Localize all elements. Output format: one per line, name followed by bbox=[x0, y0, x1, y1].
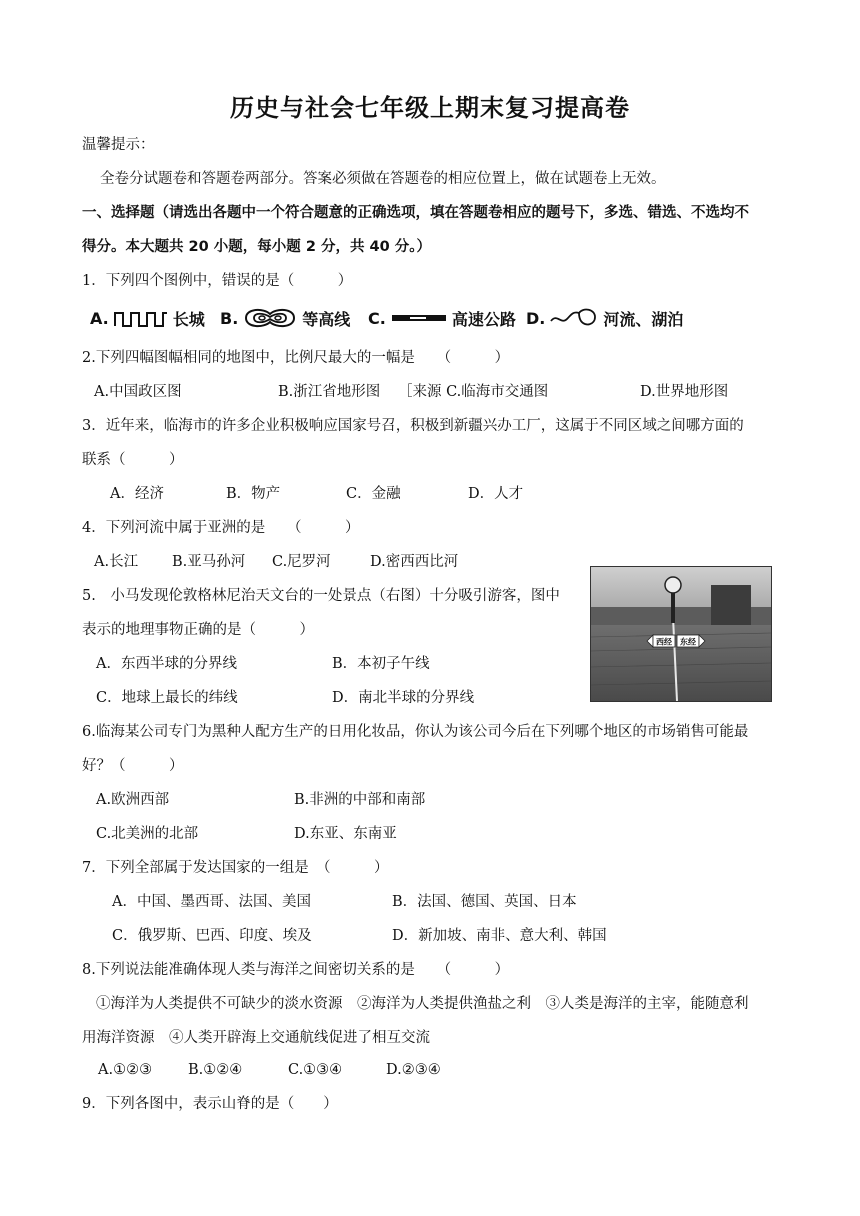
q6-option-a: A.欧洲西部 bbox=[96, 792, 170, 808]
q8-option-a: A.①②③ bbox=[98, 1062, 153, 1078]
q8-option-c: C.①③④ bbox=[288, 1062, 343, 1078]
west-longitude-label: 西经 bbox=[656, 637, 672, 647]
page-title: 历史与社会七年级上期末复习提高卷 bbox=[230, 94, 630, 122]
legend-label: 高速公路 bbox=[451, 309, 516, 329]
contour-symbol-icon bbox=[242, 306, 298, 330]
q3-stem-line2: 联系（ ） bbox=[82, 452, 184, 468]
notice-heading: 温馨提示： bbox=[82, 137, 155, 153]
notice-text: 全卷分试题卷和答题卷两部分。答案必须做在答题卷的相应位置上，做在试题卷上无效。 bbox=[100, 171, 666, 187]
q4-stem: 4．下列河流中属于亚洲的是 （ ） bbox=[82, 520, 360, 536]
option-letter: D. bbox=[526, 308, 546, 328]
q1-option-c bbox=[368, 304, 516, 332]
q3-option-a: A．经济 bbox=[110, 486, 164, 502]
q2-option-a: A.中国政区图 bbox=[94, 384, 182, 400]
q1-option-a bbox=[90, 304, 205, 332]
q4-option-b: B.亚马孙河 bbox=[172, 554, 246, 570]
q1-legend-row bbox=[90, 304, 710, 332]
q1-option-d bbox=[526, 304, 683, 332]
q7-option-b: B．法国、德国、英国、日本 bbox=[392, 894, 577, 910]
q8-stem: 8.下列说法能准确体现人类与海洋之间密切关系的是 （ ） bbox=[82, 962, 510, 978]
q5-option-b: B．本初子午线 bbox=[332, 656, 430, 672]
section1-instructions-line1: 一、选择题（请选出各题中一个符合题意的正确选项，填在答题卷相应的题号下，多选、错选、不选均不 bbox=[82, 205, 749, 221]
q2-option-b: B.浙江省地形图 bbox=[278, 384, 381, 400]
legend-label: 等高线 bbox=[302, 309, 351, 329]
q8-statements-line2: 用海洋资源 ④人类开辟海上交通航线促进了相互交流 bbox=[82, 1030, 430, 1046]
q7-option-d: D．新加坡、南非、意大利、韩国 bbox=[392, 928, 607, 944]
q5-stem-line2: 表示的地理事物正确的是（ ） bbox=[82, 622, 314, 638]
q4-option-c: C.尼罗河 bbox=[272, 554, 331, 570]
q9-stem: 9．下列各图中，表示山脊的是（ ） bbox=[82, 1096, 338, 1112]
q3-option-d: D．人才 bbox=[468, 486, 524, 502]
option-letter: C. bbox=[368, 308, 386, 328]
q6-option-d: D.东亚、东南亚 bbox=[294, 826, 397, 842]
q2-option-d: D.世界地形图 bbox=[640, 384, 729, 400]
q4-option-d: D.密西西比河 bbox=[370, 554, 459, 570]
greenwich-meridian-photo bbox=[590, 566, 772, 702]
q8-option-d: D.②③④ bbox=[386, 1062, 441, 1078]
east-longitude-label: 东经 bbox=[680, 637, 696, 647]
q6-stem-line1: 6.临海某公司专门为黑种人配方生产的日用化妆品，你认为该公司今后在下列哪个地区的市场销售可能最 bbox=[82, 724, 749, 740]
q4-option-a: A.长江 bbox=[94, 554, 139, 570]
q2-option-c: ［来源 C.临海市交通图 bbox=[398, 384, 549, 400]
q6-option-c: C.北美洲的北部 bbox=[96, 826, 199, 842]
q3-option-b: B．物产 bbox=[226, 486, 281, 502]
greenwich-photo-image bbox=[591, 567, 771, 701]
q5-option-d: D．南北半球的分界线 bbox=[332, 690, 475, 706]
option-letter: A. bbox=[90, 308, 109, 328]
q3-option-c: C．金融 bbox=[346, 486, 401, 502]
highway-symbol-icon bbox=[390, 308, 448, 328]
option-letter: B. bbox=[220, 308, 239, 328]
section1-instructions-line2: 得分。本大题共 20 小题，每小题 2 分，共 40 分。） bbox=[82, 239, 431, 255]
q1-option-b bbox=[220, 304, 350, 332]
q6-stem-line2: 好？（ ） bbox=[82, 758, 184, 774]
river-lake-symbol-icon bbox=[549, 305, 599, 331]
q8-option-b: B.①②④ bbox=[188, 1062, 243, 1078]
q7-option-a: A．中国、墨西哥、法国、美国 bbox=[112, 894, 311, 910]
q6-option-b: B.非洲的中部和南部 bbox=[294, 792, 426, 808]
legend-label: 长城 bbox=[172, 309, 205, 329]
great-wall-symbol-icon bbox=[113, 308, 169, 328]
q3-stem-line1: 3．近年来，临海市的许多企业积极响应国家号召，积极到新疆兴办工厂，这属于不同区域之间哪方面的 bbox=[82, 418, 744, 434]
legend-label: 河流、湖泊 bbox=[603, 309, 684, 329]
q7-stem: 7．下列全部属于发达国家的一组是 （ ） bbox=[82, 860, 389, 876]
q5-stem-line1: 5. 小马发现伦敦格林尼治天文台的一处景点（右图）十分吸引游客，图中 bbox=[82, 588, 560, 604]
q2-stem: 2.下列四幅图幅相同的地图中，比例尺最大的一幅是 （ ） bbox=[82, 350, 510, 366]
q7-option-c: C．俄罗斯、巴西、印度、埃及 bbox=[112, 928, 312, 944]
q5-option-c: C．地球上最长的纬线 bbox=[96, 690, 238, 706]
q8-statements-line1: ①海洋为人类提供不可缺少的淡水资源 ②海洋为人类提供渔盐之利 ③人类是海洋的主宰，能随意利 bbox=[96, 996, 749, 1012]
q1-stem: 1．下列四个图例中，错误的是（ ） bbox=[82, 273, 353, 289]
q5-option-a: A．东西半球的分界线 bbox=[96, 656, 237, 672]
